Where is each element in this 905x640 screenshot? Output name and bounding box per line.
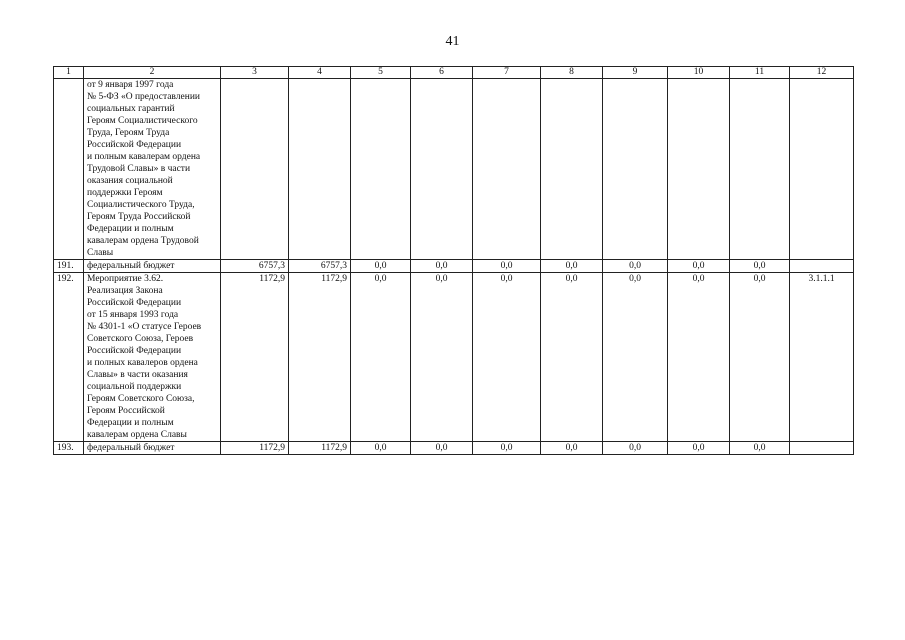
cell-value: 0,0 [668,273,730,442]
column-header: 11 [730,67,790,79]
cell-value [790,260,854,273]
column-header: 8 [541,67,603,79]
column-header: 12 [790,67,854,79]
cell-value: 6757,3 [289,260,351,273]
row-name: от 9 января 1997 года № 5-ФЗ «О предоставлении социальных гарантий Героям Социалистического Труда, Героям Труда Российской Федерации и полным кавалерам ордена Трудовой Славы» в части оказания социальной поддержки Героям Социалистического Труда, Героям Труда Российской Федерации и полным кавалерам ордена Трудовой Славы [84,79,221,260]
table-row [54,260,854,273]
cell-value: 0,0 [668,260,730,273]
cell-value [351,79,411,260]
cell-value: 0,0 [351,442,411,455]
column-header: 6 [411,67,473,79]
cell-value: 0,0 [730,260,790,273]
cell-value: 0,0 [603,260,668,273]
cell-value: 0,0 [411,260,473,273]
row-number: 192. [54,273,84,442]
cell-value [790,442,854,455]
page-number: 41 [445,34,460,49]
row-name: федеральный бюджет [84,442,221,455]
column-header: 5 [351,67,411,79]
cell-value: 0,0 [668,442,730,455]
cell-value: 0,0 [541,260,603,273]
table-row [54,442,854,455]
cell-value [473,79,541,260]
cell-value: 0,0 [730,273,790,442]
cell-value: 0,0 [473,442,541,455]
cell-value: 0,0 [730,442,790,455]
cell-value: 1172,9 [289,442,351,455]
row-name: Мероприятие 3.62. Реализация Закона Российской Федерации от 15 января 1993 года № 4301-1 «О статусе Героев Советского Союза, Героев Российской Федерации и полных кавалеров ордена Славы» в части оказания социальной поддержки Героям Советского Союза, Героям Российской Федерации и полным кавалерам ордена Славы [84,273,221,442]
cell-value: 6757,3 [221,260,289,273]
column-header: 4 [289,67,351,79]
cell-value: 0,0 [603,273,668,442]
row-number [54,79,84,260]
header-row [54,67,854,79]
table-row [54,273,854,442]
column-header: 7 [473,67,541,79]
column-header: 3 [221,67,289,79]
column-header: 2 [84,67,221,79]
column-header: 9 [603,67,668,79]
cell-value: 0,0 [603,442,668,455]
cell-value: 3.1.1.1 [790,273,854,442]
cell-value [668,79,730,260]
cell-value [289,79,351,260]
cell-value [411,79,473,260]
cell-value: 1172,9 [289,273,351,442]
cell-value: 0,0 [351,260,411,273]
cell-value [221,79,289,260]
budget-table [53,66,854,455]
cell-value: 0,0 [411,442,473,455]
column-header: 10 [668,67,730,79]
cell-value: 1172,9 [221,442,289,455]
cell-value: 0,0 [351,273,411,442]
cell-value [790,79,854,260]
cell-value [730,79,790,260]
cell-value [603,79,668,260]
column-header: 1 [54,67,84,79]
row-name: федеральный бюджет [84,260,221,273]
table-row [54,79,854,260]
row-number: 193. [54,442,84,455]
cell-value: 0,0 [541,442,603,455]
cell-value [541,79,603,260]
row-number: 191. [54,260,84,273]
cell-value: 0,0 [541,273,603,442]
cell-value: 0,0 [473,260,541,273]
cell-value: 1172,9 [221,273,289,442]
cell-value: 0,0 [411,273,473,442]
cell-value: 0,0 [473,273,541,442]
